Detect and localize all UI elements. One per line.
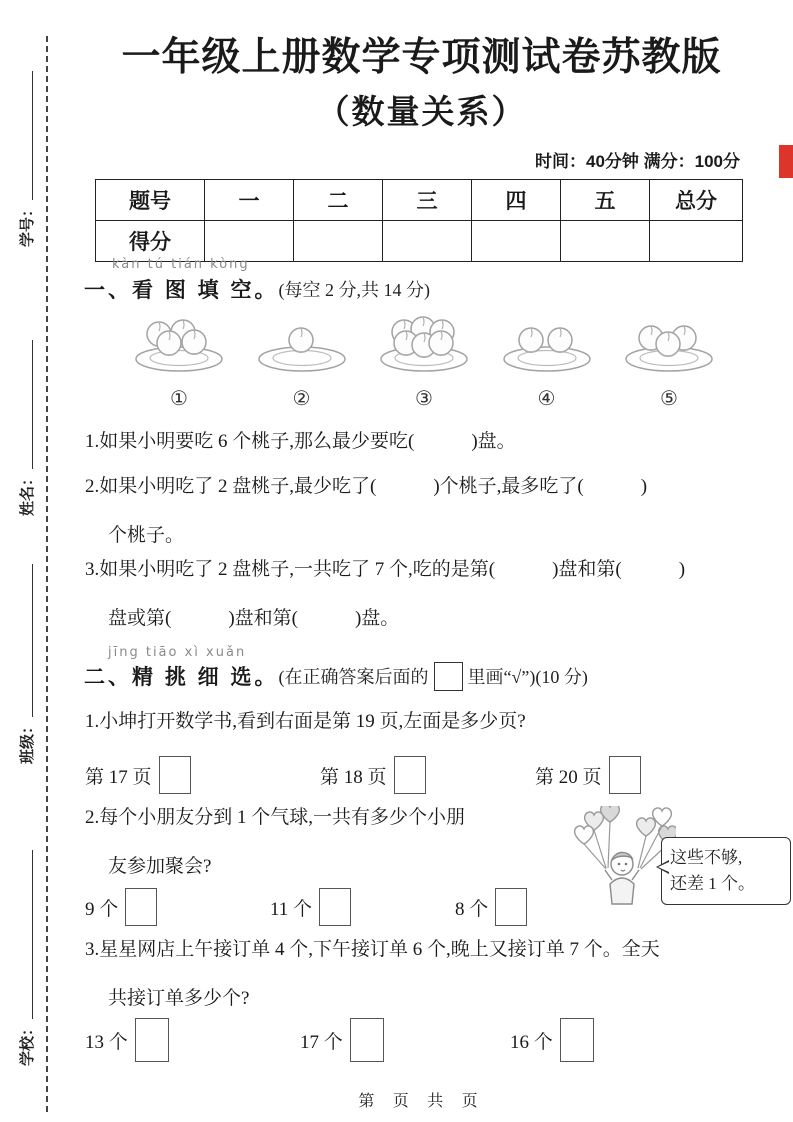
name-label: 姓名： <box>19 470 36 516</box>
option-11 <box>270 888 455 926</box>
answer-box[interactable] <box>350 1018 384 1062</box>
seal-dashed-line <box>46 36 48 1112</box>
plate-peaches-icon <box>128 312 230 376</box>
school-label: 学校： <box>19 1020 36 1066</box>
student-number-blank[interactable] <box>30 71 33 200</box>
score-table <box>95 179 743 262</box>
option-17 <box>300 1018 510 1062</box>
question-line: 共接订单多少个? <box>108 988 250 1009</box>
plate-4 <box>496 312 598 411</box>
section1-heading <box>84 274 430 304</box>
speech-bubble <box>661 837 791 905</box>
option-label: 17 个 <box>300 1031 343 1053</box>
option-page18 <box>320 756 535 794</box>
section1-pinyin: kàn tú tián kòng <box>112 257 250 272</box>
class-field <box>16 564 37 764</box>
answer-box[interactable] <box>495 888 527 926</box>
question-line: 2.如果小明吃了 2 盘桃子,最少吃了( )个桃子,最多吃了( ) <box>85 476 648 497</box>
question-1-options <box>85 756 770 794</box>
plate-1-number: ① <box>170 388 188 410</box>
option-label: 13 个 <box>85 1031 128 1053</box>
answer-box[interactable] <box>159 756 191 794</box>
option-label: 第 18 页 <box>320 766 387 788</box>
option-13 <box>85 1018 300 1062</box>
option-label: 第 17 页 <box>85 766 152 788</box>
section2-heading <box>84 661 588 691</box>
question-line: 盘或第( )盘和第( )盘。 <box>108 608 400 629</box>
answer-box[interactable] <box>125 888 157 926</box>
question-line: 个桃子。 <box>108 525 185 546</box>
page-title: 一年级上册数学专项测试卷苏教版 <box>121 36 722 79</box>
peach-plates-illustration <box>128 312 720 411</box>
section2-pinyin: jīng tiāo xì xuǎn <box>108 645 247 660</box>
plate-3 <box>373 312 475 411</box>
question-line: 3.星星网店上午接订单 4 个,下午接订单 6 个,晚上又接订单 7 个。全天 <box>85 939 660 960</box>
answer-box[interactable] <box>319 888 351 926</box>
bubble-line-1: 这些不够, <box>670 848 743 867</box>
answer-box[interactable] <box>609 756 641 794</box>
section1-heading-note: (每空 2 分,共 14 分) <box>278 280 431 300</box>
option-label: 8 个 <box>455 898 489 920</box>
section2-question-1 <box>85 712 773 732</box>
section2-question-3 <box>85 940 773 1009</box>
page-subtitle: （数量关系） <box>316 93 527 130</box>
score-cell-total[interactable] <box>650 221 743 262</box>
score-cell[interactable] <box>561 221 650 262</box>
class-blank[interactable] <box>30 564 33 717</box>
time-score-meta: 时间：40分钟 满分：100分 <box>535 152 740 171</box>
student-number-field <box>16 71 37 247</box>
option-label: 11 个 <box>270 898 313 920</box>
question-line: 3.如果小明吃了 2 盘桃子,一共吃了 7 个,吃的是第( )盘和第( ) <box>85 559 686 580</box>
section2-heading-text: 二、精 挑 细 选。 <box>84 666 279 689</box>
question-line: 2.每个小朋友分到 1 个气球,一共有多少个小朋 <box>85 807 466 828</box>
plate-peaches-icon <box>251 312 353 376</box>
section1-question-3 <box>85 560 773 629</box>
section1-question-1 <box>85 432 773 452</box>
question-2-options <box>85 888 640 926</box>
name-blank[interactable] <box>30 340 33 469</box>
option-8 <box>455 888 640 926</box>
score-table-header-row <box>96 180 743 221</box>
score-col-total: 总分 <box>650 180 743 221</box>
score-col-3: 三 <box>383 180 472 221</box>
score-col-5: 五 <box>561 180 650 221</box>
option-label: 第 20 页 <box>535 766 602 788</box>
option-label: 16 个 <box>510 1031 553 1053</box>
score-cell[interactable] <box>294 221 383 262</box>
class-label: 班级： <box>19 718 36 764</box>
school-field <box>16 850 37 1066</box>
section2-note-before: (在正确答案后面的 <box>278 667 429 687</box>
option-9 <box>85 888 270 926</box>
section2-question-2 <box>85 808 578 877</box>
score-cell[interactable] <box>383 221 472 262</box>
option-page17 <box>85 756 320 794</box>
answer-box[interactable] <box>394 756 426 794</box>
plate-peaches-icon <box>618 312 720 376</box>
section1-heading-text: 一、看 图 填 空。 <box>84 279 279 302</box>
question-line: 友参加聚会? <box>108 856 212 877</box>
page-footer: 第 页 共 页 <box>358 1093 485 1110</box>
plate-5 <box>618 312 720 411</box>
score-cell[interactable] <box>472 221 561 262</box>
school-blank[interactable] <box>30 850 33 1019</box>
option-16 <box>510 1018 725 1062</box>
answer-box[interactable] <box>135 1018 169 1062</box>
score-row-label: 得分 <box>96 221 205 262</box>
plate-3-number: ③ <box>415 388 433 410</box>
question-line: 1.小坤打开数学书,看到右面是第 19 页,左面是多少页? <box>85 711 526 732</box>
score-cell[interactable] <box>205 221 294 262</box>
section1-question-2 <box>85 477 773 546</box>
score-table-corner: 题号 <box>96 180 205 221</box>
score-col-1: 一 <box>205 180 294 221</box>
question-3-options <box>85 1018 725 1062</box>
plate-2-number: ② <box>292 388 311 410</box>
plate-peaches-icon <box>373 312 475 376</box>
option-label: 9 个 <box>85 898 119 920</box>
question-line: 1.如果小明要吃 6 个桃子,那么最少要吃( )盘。 <box>85 431 516 452</box>
plate-4-number: ④ <box>537 388 556 410</box>
answer-box[interactable] <box>560 1018 594 1062</box>
example-answer-box <box>434 662 463 691</box>
red-edge-marker <box>779 145 793 178</box>
plate-5-number: ⑤ <box>660 388 678 410</box>
plate-1 <box>128 312 230 411</box>
plate-peaches-icon <box>496 312 598 376</box>
section2-note-after: 里画“√”)(10 分) <box>467 667 588 687</box>
option-page20 <box>535 756 770 794</box>
score-table-score-row <box>96 221 743 262</box>
score-col-4: 四 <box>472 180 561 221</box>
bubble-line-2: 还差 1 个。 <box>670 874 755 893</box>
score-col-2: 二 <box>294 180 383 221</box>
student-number-label: 学号： <box>19 201 36 247</box>
plate-2 <box>251 312 353 411</box>
name-field <box>16 340 37 516</box>
